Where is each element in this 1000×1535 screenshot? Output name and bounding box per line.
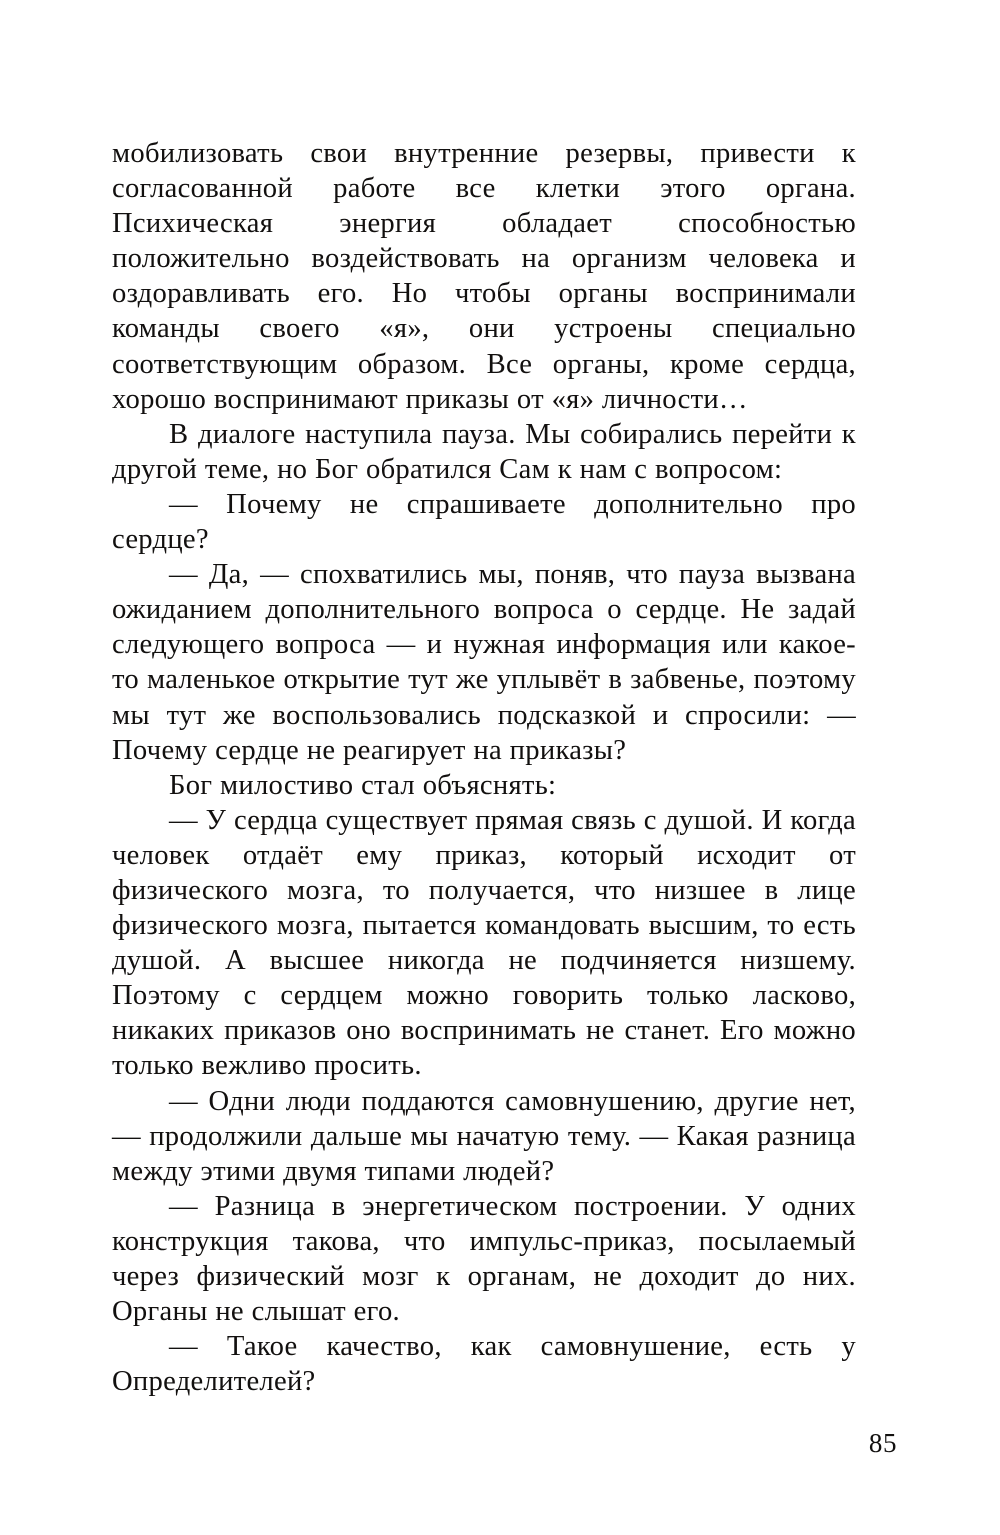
paragraph: — Разница в энергетическом построении. У одних конструкция такова, что импульс-приказ, посылаемый через физический мозг к органам, не доходит до них. Органы не слышат его.	[112, 1190, 856, 1328]
paragraph: — У сердца существует прямая связь с душой. И когда человек отдаёт ему приказ, который исходит от физического мозга, то получается, что низшее в лице физического мозга, пытается командовать высшим, то есть душой. А высшее никогда не подчиняется низшему. Поэтому с сердцем можно говорить только ласково, никаких приказов оно воспринимать не станет. Его можно только вежливо просить.	[112, 804, 856, 1082]
paragraph: — Почему не спрашиваете дополнительно про сердце?	[112, 488, 856, 556]
paragraph: — Одни люди поддаются самовнушению, другие нет, — продолжили дальше мы начатую тему. — Какая разница между этими двумя типами людей?	[112, 1085, 856, 1187]
paragraph: мобилизовать свои внутренние резервы, привести к согласованной работе все клетки этого органа. Психическая энергия обладает способностью положительно воздействовать на организм человека и оздоравливать его. Но чтобы органы воспринимали команды своего «я», они устроены специально соответствующим образом. Все органы, кроме сердца, хорошо воспринимают приказы от «я» личности…	[112, 138, 856, 415]
paragraph: Бог милостиво стал объяснять:	[169, 769, 557, 801]
page-text-block	[112, 136, 856, 1399]
paragraph: — Да, — спохватились мы, поняв, что пауза вызвана ожиданием дополнительного вопроса о сердце. Не задай следующего вопроса — и нужная информация или какое-то маленькое открытие тут же уплывёт в забвенье, поэтому мы тут же воспользовались подсказкой и спросили: — Почему сердце не реагирует на приказы?	[112, 559, 856, 766]
paragraph: В диалоге наступила пауза. Мы собирались перейти к другой теме, но Бог обратился Сам к нам с вопросом:	[112, 418, 856, 485]
page-number: 85	[868, 1428, 897, 1458]
paragraph: — Такое качество, как самовнушение, есть у Определителей?	[112, 1331, 856, 1398]
